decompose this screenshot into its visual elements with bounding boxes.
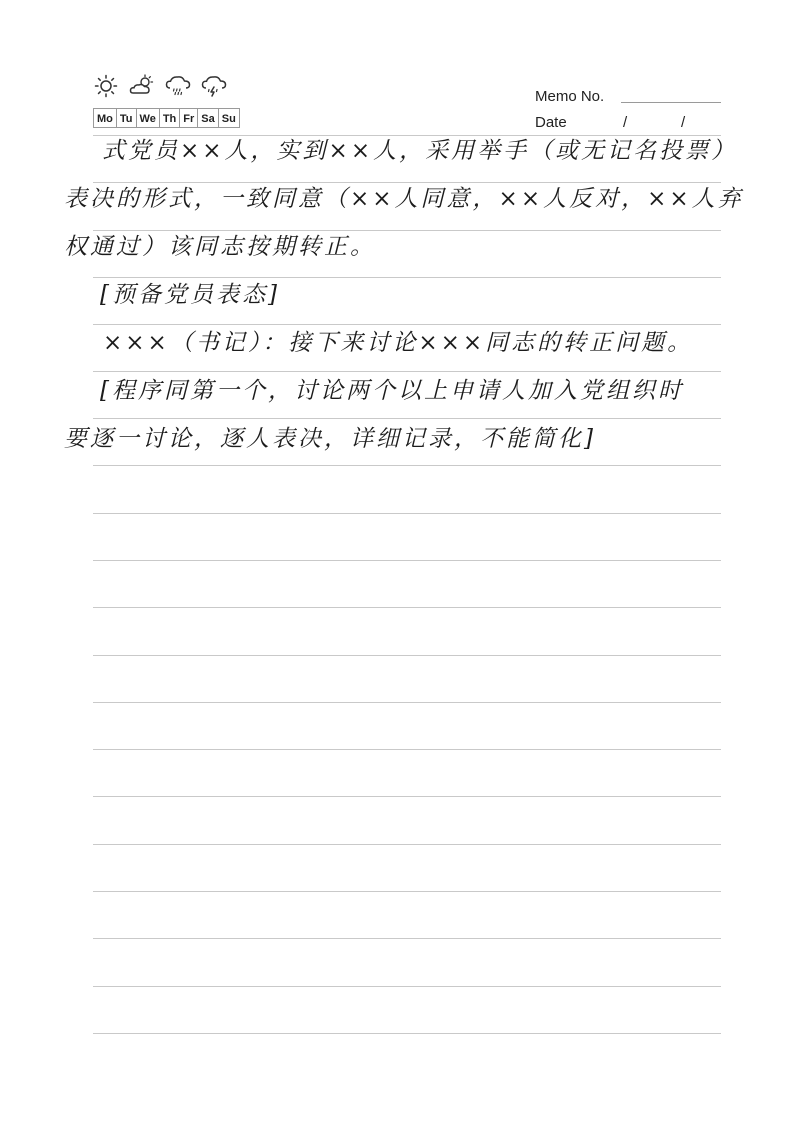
date-separator: / [681, 114, 686, 131]
note-line: 式党员××人，实到××人，采用举手（或无记名投票） [102, 138, 738, 164]
rule-line [93, 560, 721, 561]
rule-line [93, 986, 721, 987]
partly-cloudy-icon[interactable] [129, 74, 155, 98]
note-line: 要逐一讨论，逐人表决，详细记录，不能简化] [64, 426, 596, 452]
weekday-mo[interactable]: Mo [93, 108, 117, 128]
memo-number-field[interactable] [621, 102, 721, 103]
weekday-selector [93, 108, 239, 128]
rule-line [93, 418, 721, 419]
rule-line [93, 844, 721, 845]
weekday-su[interactable]: Su [218, 108, 240, 128]
sun-icon[interactable] [93, 74, 119, 98]
weekday-tu[interactable]: Tu [116, 108, 137, 128]
rain-cloud-icon[interactable] [165, 74, 191, 98]
weekday-sa[interactable]: Sa [197, 108, 218, 128]
note-line: [预备党员表态] [100, 282, 280, 308]
rule-line [93, 749, 721, 750]
memo-number-label: Memo No. [535, 88, 605, 105]
rule-line [93, 702, 721, 703]
rule-line [93, 891, 721, 892]
note-line: 权通过）该同志按期转正。 [64, 234, 376, 260]
rule-line [93, 513, 721, 514]
weekday-th[interactable]: Th [159, 108, 180, 128]
rule-line [93, 465, 721, 466]
rule-line [93, 938, 721, 939]
note-line: [程序同第一个，讨论两个以上申请人加入党组织时 [100, 378, 684, 404]
note-line: ×××（书记）：接下来讨论×××同志的转正问题。 [103, 330, 694, 356]
rule-line [93, 796, 721, 797]
date-label: Date [535, 114, 567, 131]
date-separator: / [623, 114, 628, 131]
rule-line [93, 1033, 721, 1034]
weekday-we[interactable]: We [136, 108, 160, 128]
memo-number-row [535, 88, 604, 114]
storm-cloud-icon[interactable] [201, 74, 227, 98]
weather-icons [93, 74, 227, 98]
rule-line [93, 607, 721, 608]
rule-line [93, 655, 721, 656]
note-line: 表决的形式，一致同意（××人同意，××人反对，××人弃 [64, 186, 744, 212]
ruled-lines [93, 0, 721, 1122]
weekday-fr[interactable]: Fr [179, 108, 198, 128]
